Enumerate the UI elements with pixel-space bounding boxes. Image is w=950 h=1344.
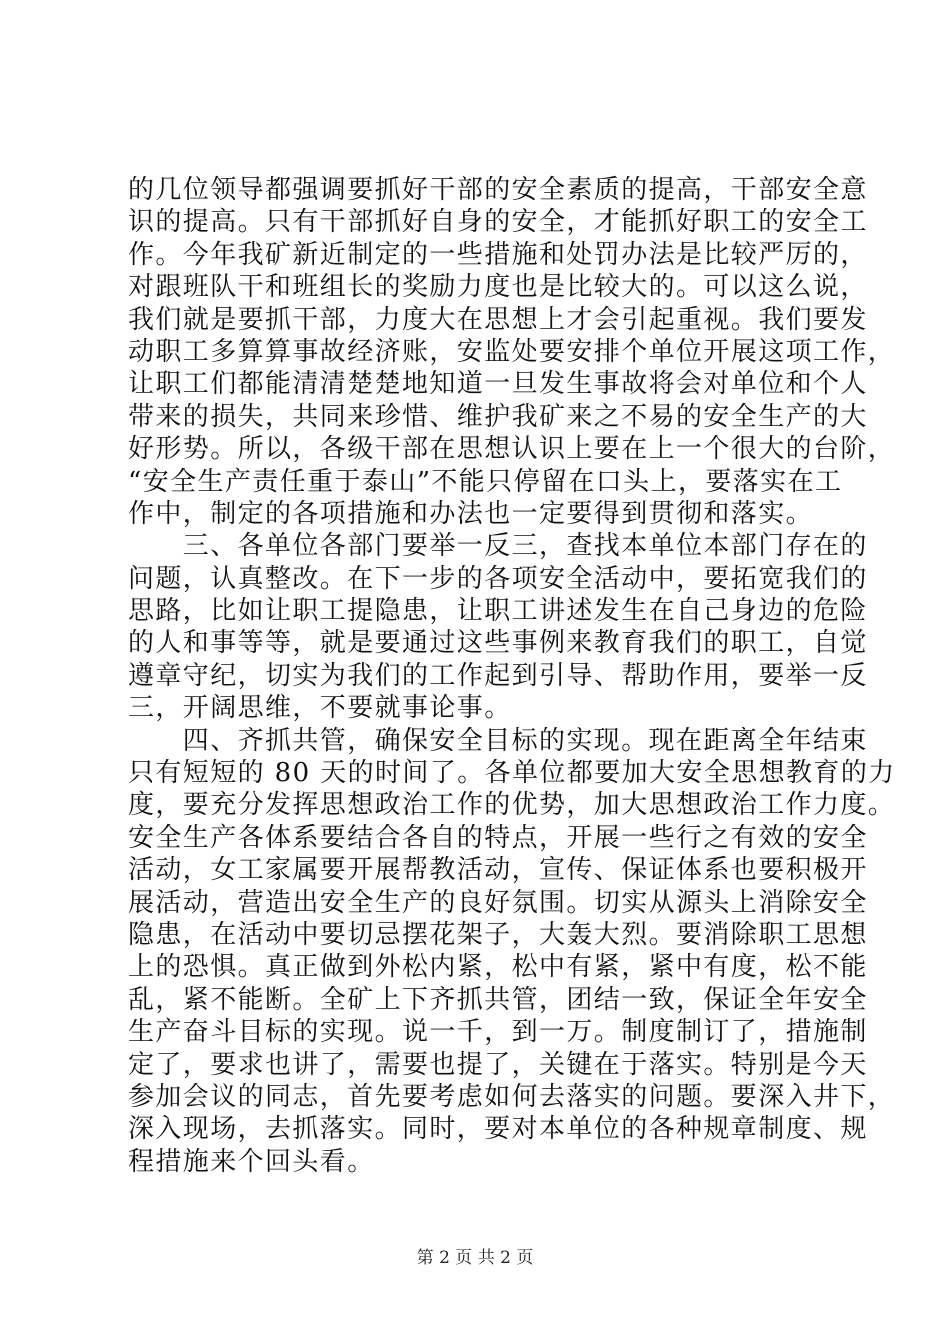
body-text	[128, 174, 896, 1178]
text-line: 程措施来个回头看。	[128, 1146, 375, 1177]
text-line: 三，开阔思维，不要就事论事。	[128, 693, 512, 724]
text-line: 展活动，营造出安全生产的良好氛围。切实从源头上消除安全	[128, 887, 868, 918]
text-line: 作。今年我矿新近制定的一些措施和处罚办法是比较严厉的，	[128, 239, 868, 270]
text-line: 作中，制定的各项措施和办法也一定要得到贯彻和落实。	[128, 498, 814, 529]
text-line: 思路，比如让职工提隐患，让职工讲述发生在自己身边的危险	[128, 596, 868, 627]
paragraph-start-line: 三、各单位各部门要举一反三，查找本单位本部门存在的	[128, 531, 868, 562]
text-line: 带来的损失，共同来珍惜、维护我矿来之不易的安全生产的大	[128, 401, 868, 432]
text-line: 只有短短的 80 天的时间了。各单位都要加大安全思想教育的力	[128, 758, 896, 789]
text-line: 的人和事等等，就是要通过这些事例来教育我们的职工，自觉	[128, 628, 868, 659]
text-line: 让职工们都能清清楚楚地知道一旦发生事故将会对单位和个人	[128, 369, 868, 400]
text-line: 生产奋斗目标的实现。说一千，到一万。制度制订了，措施制	[128, 1017, 868, 1048]
text-line: 乱，紧不能断。全矿上下齐抓共管，团结一致，保证全年安全	[128, 984, 868, 1015]
text-line: 度，要充分发挥思想政治工作的优势，加大思想政治工作力度。	[128, 790, 896, 821]
text-line: 的几位领导都强调要抓好干部的安全素质的提高，干部安全意	[128, 175, 868, 205]
text-line: 深入现场，去抓落实。同时，要对本单位的各种规章制度、规	[128, 1114, 868, 1145]
text-line: 参加会议的同志，首先要考虑如何去落实的问题。要深入井下，	[128, 1081, 896, 1112]
text-line: 隐患，在活动中要切忌摆花架子，大轰大烈。要消除职工思想	[128, 919, 868, 950]
text-line: 动职工多算算事故经济账，安监处要安排个单位开展这项工作，	[128, 336, 896, 367]
text-line: “安全生产责任重于泰山”不能只停留在口头上，要落实在工	[128, 466, 843, 497]
text-line: 活动，女工家属要开展帮教活动，宣传、保证体系也要积极开	[128, 855, 868, 886]
text-line: 我们就是要抓干部，力度大在思想上才会引起重视。我们要发	[128, 304, 868, 335]
text-line: 安全生产各体系要结合各自的特点，开展一些行之有效的安全	[128, 822, 868, 853]
text-line: 对跟班队干和班组长的奖励力度也是比较大的。可以这么说，	[128, 272, 868, 303]
text-line: 上的恐惧。真正做到外松内紧，松中有紧，紧中有度，松不能	[128, 952, 868, 983]
text-line: 好形势。所以，各级干部在思想认识上要在上一个很大的台阶，	[128, 434, 896, 465]
text-line: 识的提高。只有干部抓好自身的安全，才能抓好职工的安全工	[128, 207, 868, 238]
text-line: 遵章守纪，切实为我们的工作起到引导、帮助作用，要举一反	[128, 660, 868, 691]
page-number-footer: 第 2 页 共 2 页	[416, 1248, 534, 1268]
text-line: 问题，认真整改。在下一步的各项安全活动中，要拓宽我们的	[128, 563, 868, 594]
paragraph-start-line: 四、齐抓共管，确保安全目标的实现。现在距离全年结束	[128, 725, 868, 756]
text-line: 定了，要求也讲了，需要也提了，关键在于落实。特别是今天	[128, 1049, 868, 1080]
